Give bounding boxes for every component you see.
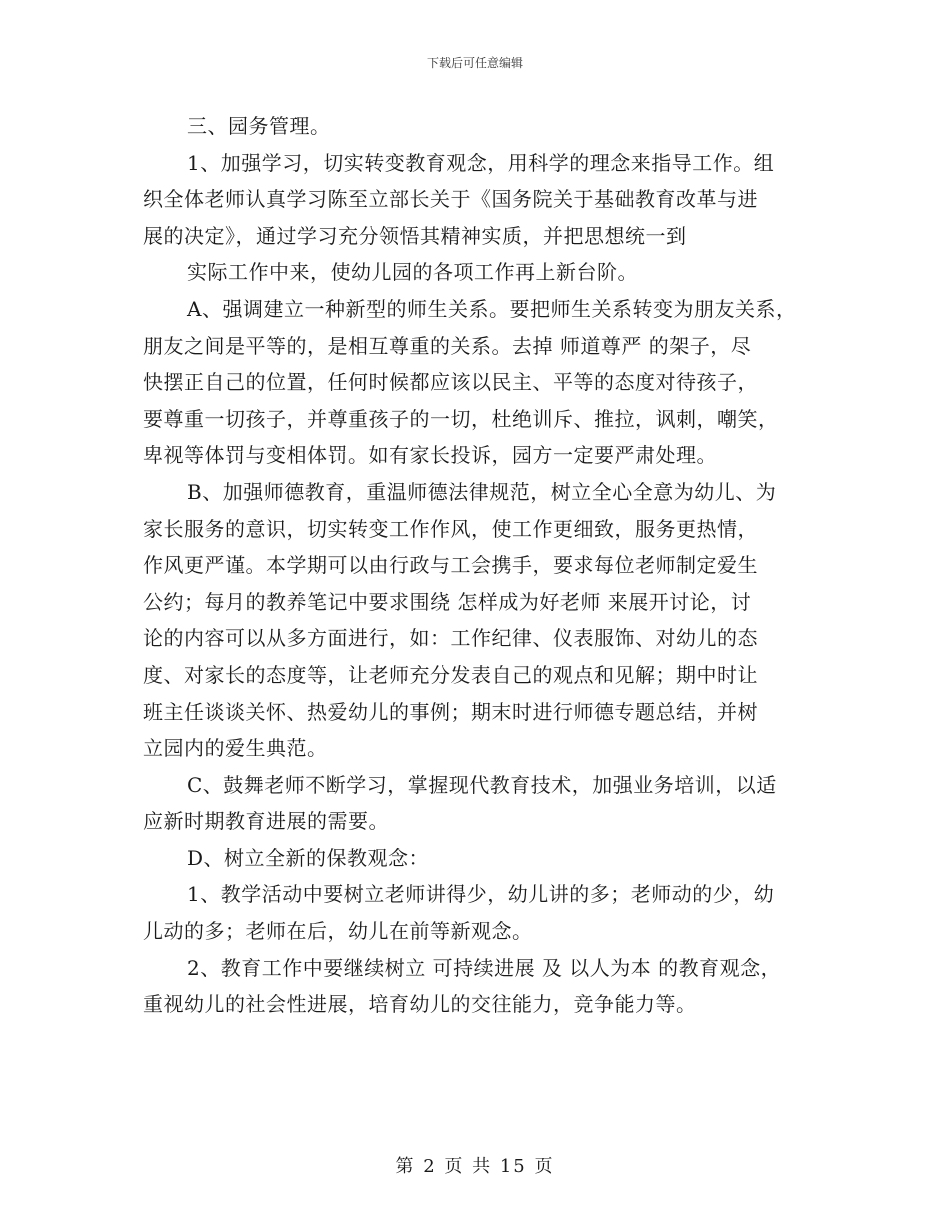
text-line: D、树立全新的保教观念： — [187, 845, 430, 870]
text-line: 作风更严谨。本学期可以由行政与工会携手，要求每位老师制定爱生 — [143, 553, 758, 578]
text-line: 公约；每月的教养笔记中要求围绕 怎样成为好老师 来展开讨论，讨 — [143, 589, 752, 614]
text-line: 度、对家长的态度等，让老师充分发表自己的观点和见解；期中时让 — [143, 662, 758, 687]
text-line: 论的内容可以从多方面进行，如：工作纪律、仪表服饰、对幼儿的态 — [143, 626, 758, 651]
text-line: 1、加强学习，切实转变教育观念，用科学的理念来指导工作。组 — [187, 150, 775, 175]
text-line: 展的决定》，通过学习充分领悟其精神实质，并把思想统一到 — [143, 223, 687, 248]
text-line: 家长服务的意识，切实转变工作作风，使工作更细致，服务更热情， — [143, 516, 758, 541]
text-line: 快摆正自己的位置，任何时候都应该以民主、平等的态度对待孩子， — [143, 370, 758, 395]
text-line: 应新时期教育进展的需要。 — [143, 809, 389, 834]
text-line: 三、园务管理。 — [187, 114, 331, 138]
text-line: 朋友之间是平等的，是相互尊重的关系。去掉 师道尊严 的架子，尽 — [143, 333, 752, 358]
text-line: 立园内的爱生典范。 — [143, 736, 328, 761]
body-text — [143, 108, 813, 1023]
text-line: 卑视等体罚与变相体罚。如有家长投诉，园方一定要严肃处理。 — [143, 443, 717, 468]
text-line: 要尊重一切孩子，并尊重孩子的一切，杜绝训斥、推拉，讽刺，嘲笑， — [143, 406, 779, 431]
text-line: 重视幼儿的社会性进展，培育幼儿的交往能力，竞争能力等。 — [143, 992, 697, 1017]
text-line: 2、教育工作中要继续树立 可持续进展 及 以人为本 的教育观念， — [187, 955, 782, 980]
text-line: 1、教学活动中要树立老师讲得少，幼儿讲的多；老师动的少，幼 — [187, 882, 775, 907]
text-line: 儿动的多；老师在后，幼儿在前等新观念。 — [143, 919, 533, 944]
text-line: 织全体老师认真学习陈至立部长关于《国务院关于基础教育改革与进 — [143, 187, 758, 212]
text-line: B、加强师德教育，重温师德法律规范，树立全心全意为幼儿、为 — [187, 479, 777, 504]
text-line: 实际工作中来，使幼儿园的各项工作再上新台阶。 — [187, 260, 638, 285]
text-line: A、强调建立一种新型的师生关系。要把师生关系转变为朋友关系， — [187, 296, 797, 321]
text-line: 班主任谈谈关怀、热爱幼儿的事例；期末时进行师德专题总结，并树 — [143, 699, 758, 724]
header-note: 下载后可任意编辑 — [426, 56, 523, 70]
text-line: C、鼓舞老师不断学习，掌握现代教育技术，加强业务培训，以适 — [187, 772, 777, 797]
page-number: 第 2 页 共 15 页 — [395, 1156, 555, 1177]
